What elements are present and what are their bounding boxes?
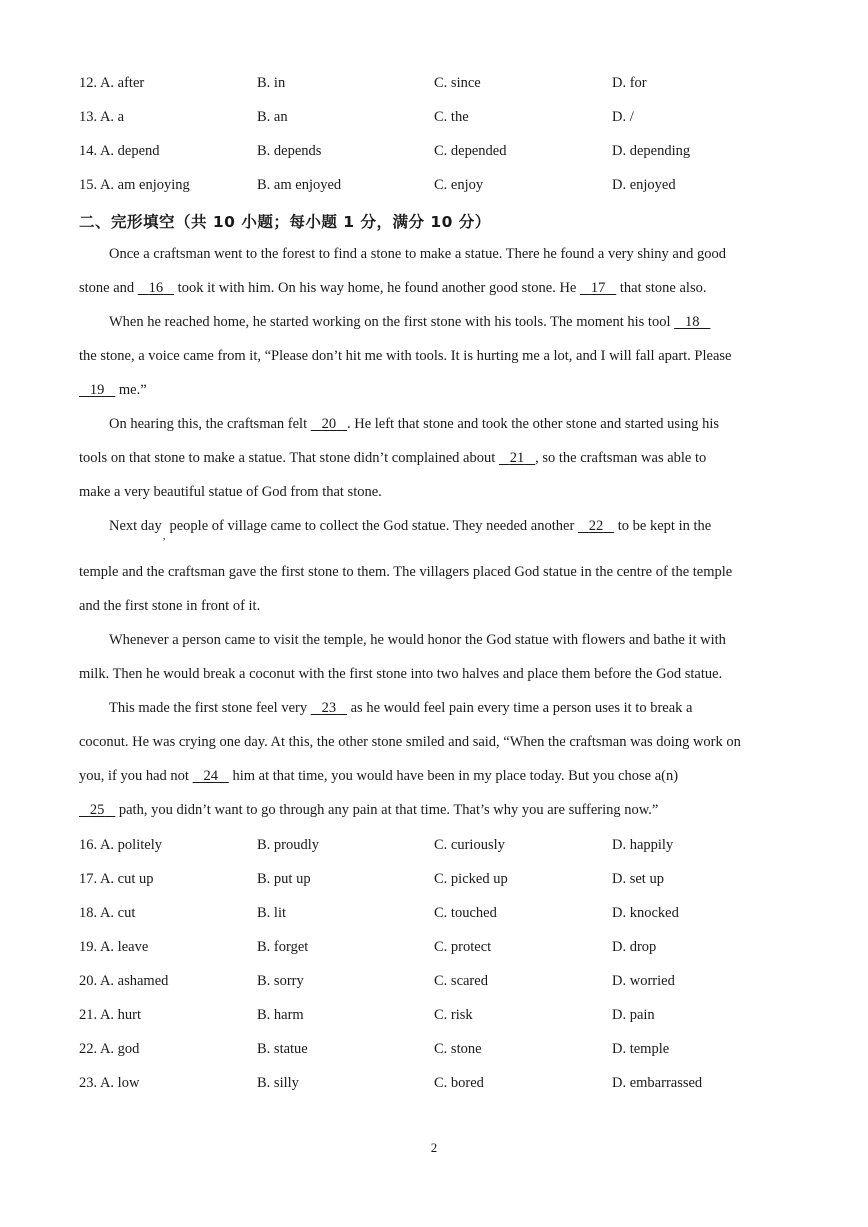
passage-line: milk. Then he would break a coconut with the first stone into two halves and place them before the God statue. [79, 666, 723, 682]
option-a: 16. A. politely [79, 837, 162, 853]
option-d: D. happily [612, 837, 674, 853]
option-b: B. forget [257, 939, 309, 955]
question-row-20 [79, 973, 799, 993]
option-a: 17. A. cut up [79, 871, 154, 887]
option-c: C. enjoy [434, 177, 484, 193]
option-b: B. lit [257, 905, 287, 921]
option-a: 23. A. low [79, 1075, 140, 1091]
passage-line [79, 382, 147, 399]
passage-line [79, 280, 706, 297]
question-row-18 [79, 905, 799, 925]
blank-25 [79, 802, 115, 818]
passage-text: took it with him. On his way home, he found another good stone. He [174, 280, 580, 296]
option-d: D. depending [612, 143, 691, 159]
option-c: C. picked up [434, 871, 508, 887]
option-d: D. enjoyed [612, 177, 676, 193]
option-b: B. an [257, 109, 288, 125]
passage-text: path, you didn’t want to go through any pain at that time. That’s why you are suffering now.” [115, 802, 659, 818]
passage-text: Next day [109, 518, 162, 534]
option-c: C. scared [434, 973, 488, 989]
question-row-21 [79, 1007, 799, 1027]
option-a: 19. A. leave [79, 939, 149, 955]
option-c: C. risk [434, 1007, 473, 1023]
blank-19 [79, 382, 115, 398]
passage-line [109, 700, 692, 717]
passage-line [79, 768, 678, 785]
passage-text: as he would feel pain every time a person uses it to break a [346, 700, 693, 716]
passage-line [109, 416, 719, 433]
option-d: D. / [612, 109, 634, 125]
option-a: 22. A. god [79, 1041, 140, 1057]
option-d: D. pain [612, 1007, 655, 1023]
option-d: D. for [612, 75, 647, 91]
blank-number: 21 [509, 450, 525, 466]
option-b: B. proudly [257, 837, 320, 853]
passage-text: you, if you had not [79, 768, 193, 784]
option-d: D. temple [612, 1041, 670, 1057]
question-row-12 [79, 75, 799, 95]
passage-line: the stone, a voice came from it, “Please don’t hit me with tools. It is hurting me a lot, and I will fall apart. Please [79, 348, 732, 364]
option-a: 13. A. a [79, 109, 125, 125]
passage-text: When he reached home, he started working on the first stone with his tools. The moment his tool [109, 314, 675, 330]
blank-20 [311, 416, 347, 432]
option-c: C. the [434, 109, 469, 125]
blank-number: 25 [89, 802, 105, 818]
option-b: B. sorry [257, 973, 304, 989]
blank-16 [138, 280, 174, 296]
blank-17 [580, 280, 616, 296]
passage-text: to be kept in the [614, 518, 712, 534]
passage-text: him at that time, you would have been in my place today. But you chose a(n) [228, 768, 679, 784]
blank-number: 19 [89, 382, 105, 398]
blank-number: 17 [590, 280, 606, 296]
question-row-14 [79, 143, 799, 163]
question-row-19 [79, 939, 799, 959]
passage-line [79, 802, 658, 819]
option-d: D. set up [612, 871, 664, 887]
blank-21 [499, 450, 535, 466]
question-row-13 [79, 109, 799, 129]
passage-text: , so the craftsman was able to [535, 450, 707, 466]
passage-text: stone and [79, 280, 138, 296]
question-row-17 [79, 871, 799, 891]
option-c: C. curiously [434, 837, 505, 853]
passage-line: make a very beautiful statue of God from that stone. [79, 484, 382, 500]
blank-23 [311, 700, 347, 716]
option-d: D. embarrassed [612, 1075, 703, 1091]
passage-line [79, 450, 706, 467]
passage-line: Once a craftsman went to the forest to find a stone to make a statue. There he found a very shiny and good [109, 246, 726, 262]
option-c: C. depended [434, 143, 507, 159]
option-c: C. bored [434, 1075, 484, 1091]
option-b: B. am enjoyed [257, 177, 342, 193]
passage-text: people of village came to collect the God statue. They needed another [169, 518, 578, 534]
passage-text: On hearing this, the craftsman felt [109, 416, 311, 432]
option-b: B. in [257, 75, 286, 91]
passage-line: and the first stone in front of it. [79, 598, 261, 614]
blank-number: 23 [321, 700, 337, 716]
option-c: C. protect [434, 939, 492, 955]
option-b: B. depends [257, 143, 322, 159]
comma-mark: , [162, 530, 166, 542]
blank-number: 18 [685, 314, 700, 330]
passage-text: tools on that stone to make a statue. That stone didn’t complained about [79, 450, 499, 466]
question-row-22 [79, 1041, 799, 1061]
passage-text: that stone also. [616, 280, 707, 296]
blank-number: 24 [203, 768, 218, 784]
passage-line: coconut. He was crying one day. At this, the other stone smiled and said, “When the craftsman was doing work on [79, 734, 741, 750]
page-number: 2 [430, 1140, 438, 1155]
question-row-16 [79, 837, 799, 857]
option-b: B. statue [257, 1041, 308, 1057]
option-c: C. stone [434, 1041, 482, 1057]
blank-22 [578, 518, 614, 534]
option-a: 14. A. depend [79, 143, 160, 159]
option-c: C. since [434, 75, 481, 91]
option-a: 12. A. after [79, 75, 145, 91]
option-a: 15. A. am enjoying [79, 177, 190, 193]
blank-24 [193, 768, 229, 784]
option-d: D. worried [612, 973, 675, 989]
passage-text: me.” [115, 382, 147, 398]
passage-text: This made the first stone feel very [109, 700, 311, 716]
passage-line [109, 314, 710, 331]
section-heading: 二、完形填空（共 10 小题；每小题 1 分，满分 10 分） [79, 213, 491, 231]
blank-18 [674, 314, 710, 330]
option-a: 21. A. hurt [79, 1007, 142, 1023]
blank-number: 16 [148, 280, 164, 296]
blank-number: 20 [321, 416, 337, 432]
passage-line [109, 518, 712, 542]
option-d: D. drop [612, 939, 657, 955]
passage-text: . He left that stone and took the other stone and started using his [346, 416, 720, 432]
option-b: B. harm [257, 1007, 304, 1023]
question-row-23 [79, 1075, 799, 1095]
blank-number: 22 [588, 518, 604, 534]
option-d: D. knocked [612, 905, 679, 921]
passage-line: temple and the craftsman gave the first stone to them. The villagers placed God statue in the centre of the temple [79, 564, 733, 580]
option-a: 20. A. ashamed [79, 973, 169, 989]
option-c: C. touched [434, 905, 497, 921]
question-row-15 [79, 177, 799, 197]
option-a: 18. A. cut [79, 905, 136, 921]
option-b: B. put up [257, 871, 311, 887]
option-b: B. silly [257, 1075, 299, 1091]
passage-line: Whenever a person came to visit the temple, he would honor the God statue with flowers and bathe it with [109, 632, 726, 648]
